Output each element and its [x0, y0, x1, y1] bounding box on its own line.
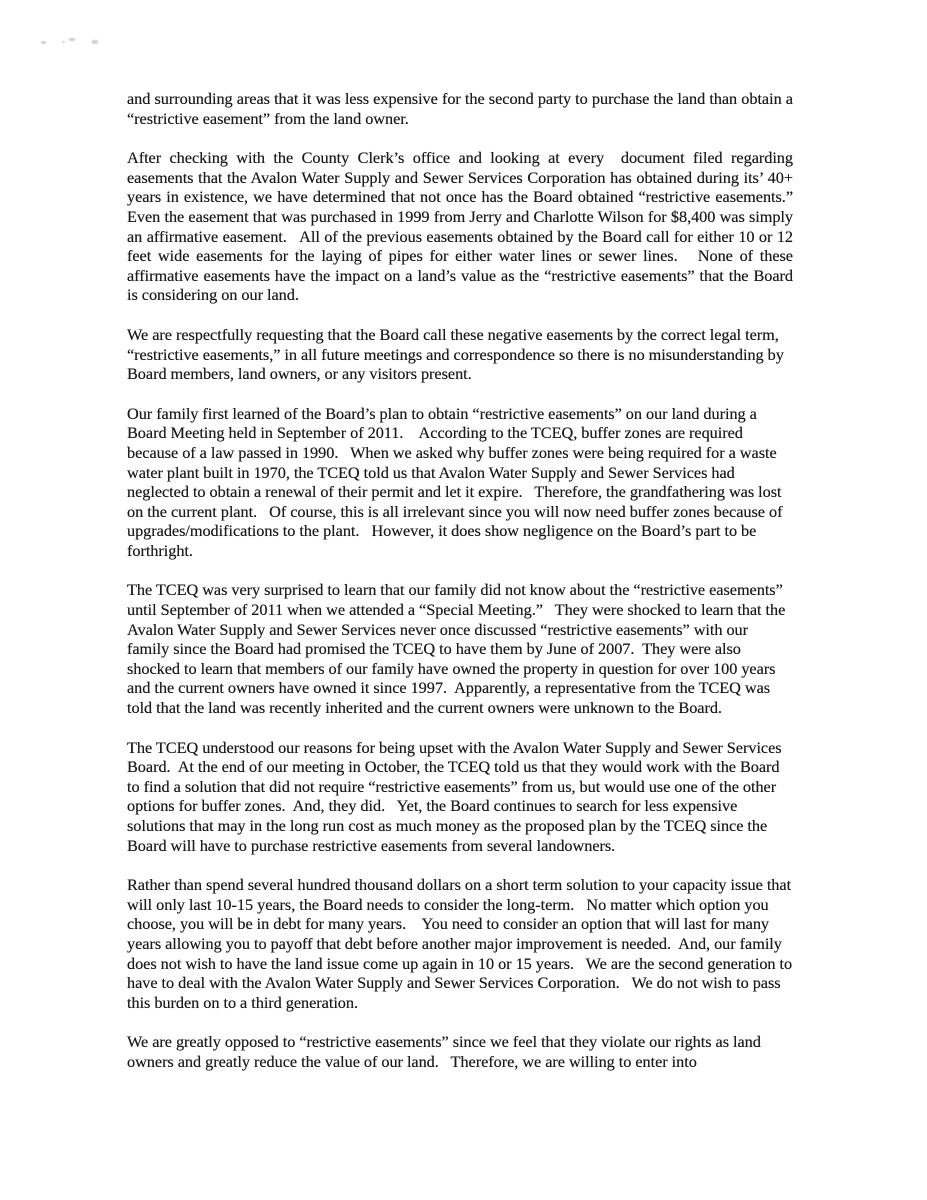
scan-speck-icon	[92, 40, 98, 44]
paragraph-request-terminology: We are respectfully requesting that the Board call these negative easements by the correct legal term, “restrictive easements,” in all future meetings and correspondence so there is no misunderstanding by Board members, land owners, or any visitors present.	[127, 324, 788, 384]
paragraph-county-clerk: After checking with the County Clerk’s office and looking at every document filed regarding easements that the Avalon Water Supply and Sewer Services Corporation has obtained during its’ 40+ years in existence, we have determined that not once has the Board obtained “restrictive easements.” Even the easement that was purchased in 1999 from Jerry and Charlotte Wilson for $8,400 was simply an affirmative easement. All of the previous easements obtained by the Board call for either 10 or 12 feet wide easements for the laying of pipes for either water lines or sewer lines. None of these affirmative easements have the impact on a land’s value as the “restrictive easements” that the Board is considering on our land.	[127, 148, 806, 305]
paragraph-tceq-surprised: The TCEQ was very surprised to learn that our family did not know about the “restrictive easements” until September of 2011 when we attended a “Special Meeting.” They were shocked to learn that the Avalon Water Supply and Sewer Services never once discussed “restrictive easements” with our family since the Board had promised the TCEQ to have them by June of 2007. They were also shocked to learn that members of our family have owned the property in question for over 100 years and the current owners have owned it since 1997. Apparently, a representative from the TCEQ was told that the land was recently inherited and the current owners were unknown to the Board.	[127, 580, 789, 718]
paragraph-greatly-opposed: We are greatly opposed to “restrictive easements” since we feel that they violate our rights as land owners and greatly reduce the value of our land. Therefore, we are willing to enter into	[127, 1032, 765, 1071]
scan-speck-icon	[69, 38, 75, 41]
paragraph-tceq-understood: The TCEQ understood our reasons for being upset with the Avalon Water Supply and Sewer Services Board. At the end of our meeting in October, the TCEQ told us that they would work with the Board to find a solution that did not require “restrictive easements” from us, but would use one of the other options for buffer zones. And, they did. Yet, the Board continues to search for less expensive solutions that may in the long run cost as much money as the proposed plan by the TCEQ since the Board will have to purchase restrictive easements from several landowners.	[127, 737, 786, 855]
paragraph-long-term: Rather than spend several hundred thousand dollars on a short term solution to your capacity issue that will only last 10-15 years, the Board needs to consider the long-term. No matter which option you choose, you will be in debt for many years. You need to consider an option that will last for many years allowing you to payoff that debt before another major improvement is needed. And, our family does not wish to have the land issue come up again in 10 or 15 years. We are the second generation to have to deal with the Avalon Water Supply and Sewer Services Corporation. We do not wish to pass this burden on to a third generation.	[127, 875, 797, 1012]
letter-body	[127, 89, 806, 1092]
paragraph-continuation: and surrounding areas that it was less expensive for the second party to purchase the land than obtain a “restrictive easement” from the land owner.	[127, 89, 798, 128]
scan-speck-icon	[62, 41, 65, 43]
scan-speck-icon	[41, 41, 46, 44]
paragraph-family-first-learned: Our family first learned of the Board’s plan to obtain “restrictive easements” on our land during a Board Meeting held in September of 2011. According to the TCEQ, buffer zones are required because of a law passed in 1990. When we asked why buffer zones were being required for a waste water plant built in 1970, the TCEQ told us that Avalon Water Supply and Sewer Services had neglected to obtain a renewal of their permit and let it expire. Therefore, the grandfathering was lost on the current plant. Of course, this is all irrelevant since you will now need buffer zones because of upgrades/modifications to the plant. However, it does show negligence on the Board’s part to be forthright.	[127, 403, 787, 560]
